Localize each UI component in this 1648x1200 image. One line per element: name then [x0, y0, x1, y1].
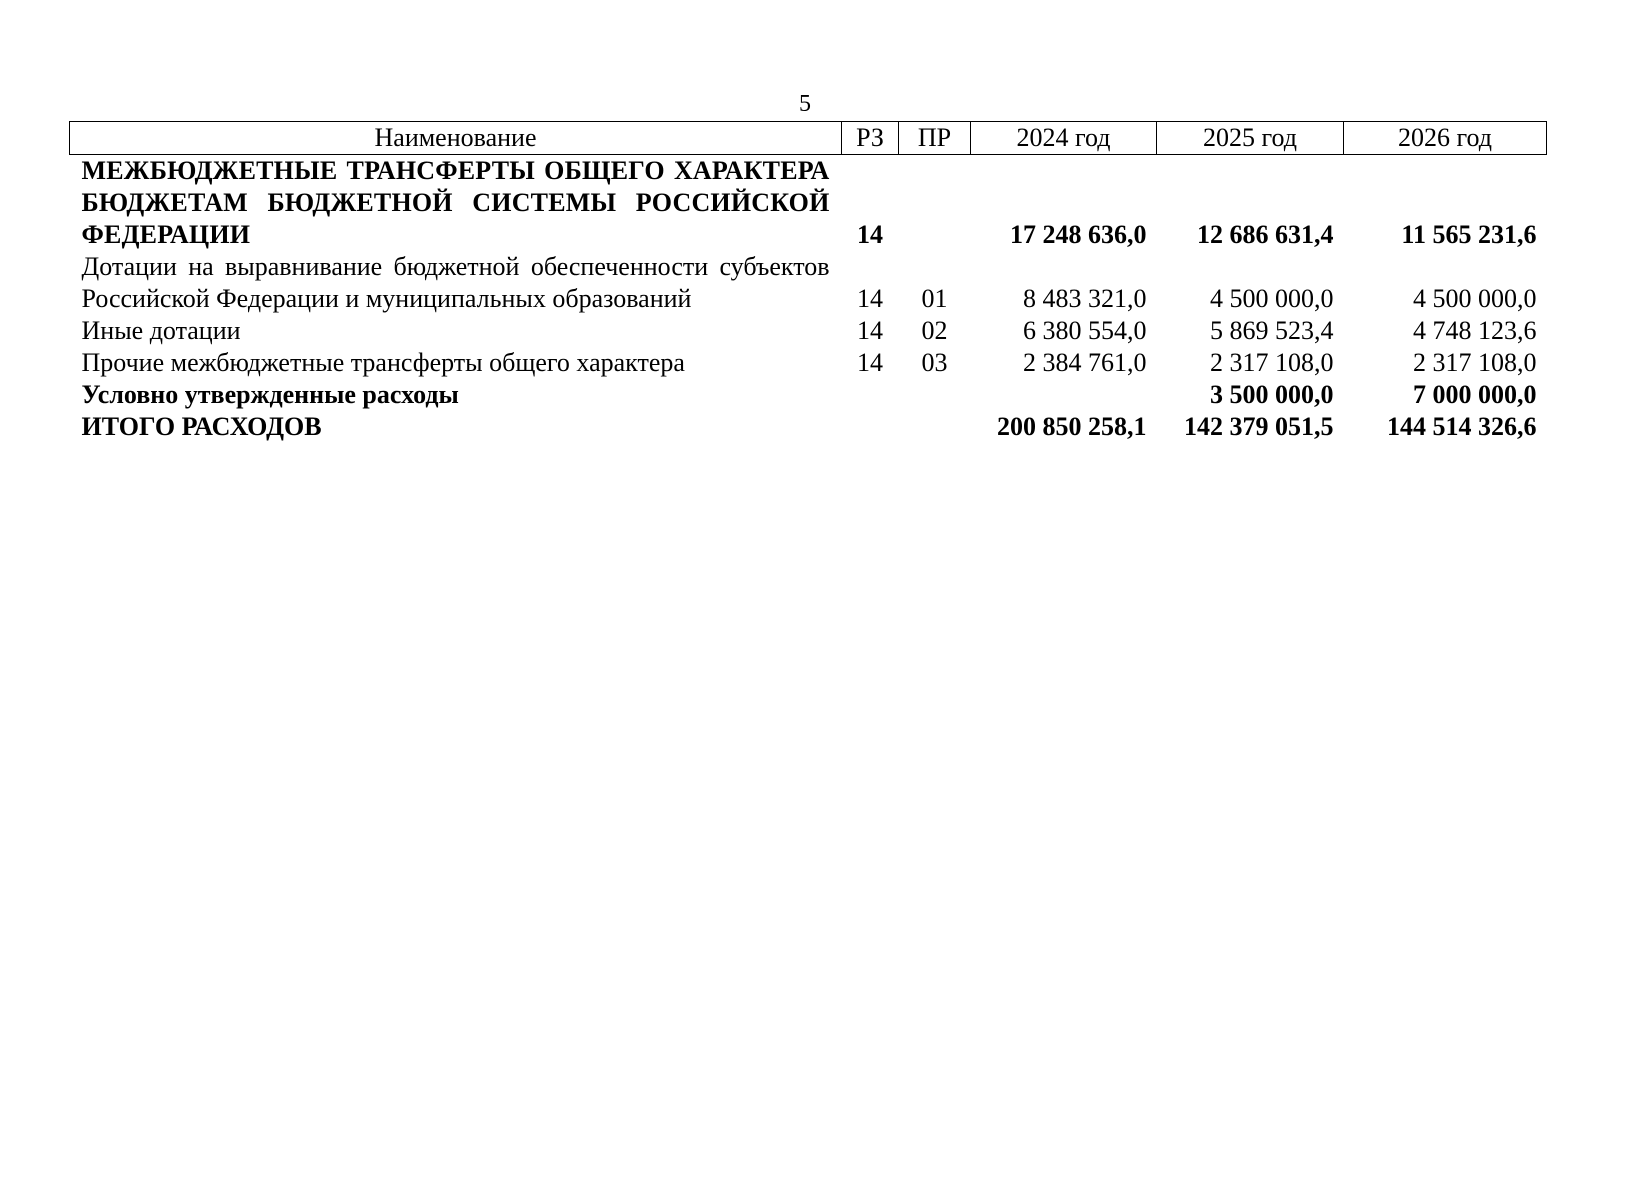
row-pr: 02: [921, 316, 948, 345]
table-row: [70, 315, 1547, 347]
row-2026: 4 500 000,0: [1413, 284, 1537, 313]
row-name: Дотации на выравнивание бюджетной обеспеченности субъектов Российской Федерации и муниципальных образований: [81, 252, 830, 313]
row-name: ИТОГО РАСХОДОВ: [81, 412, 322, 441]
row-2024: 17 248 636,0: [1010, 220, 1147, 249]
row-2026: 7 000 000,0: [1413, 380, 1537, 409]
row-2024: 2 384 761,0: [1023, 348, 1147, 377]
row-2025: 5 869 523,4: [1210, 316, 1334, 345]
table-row: [70, 251, 1547, 315]
page-number: 5: [799, 91, 811, 117]
row-pr: [899, 379, 971, 411]
row-pr: 01: [921, 284, 948, 313]
header-pr: ПР: [899, 122, 971, 155]
row-rz: 14: [857, 348, 883, 377]
row-name: Прочие межбюджетные трансферты общего характера: [81, 348, 685, 377]
header-name: Наименование: [70, 122, 842, 155]
row-2025: 142 379 051,5: [1184, 412, 1334, 441]
row-pr: [899, 155, 971, 252]
row-2026: 11 565 231,6: [1401, 220, 1537, 249]
header-2026: 2026 год: [1344, 122, 1547, 155]
table-header-row: [70, 122, 1547, 155]
row-rz: 14: [857, 220, 883, 249]
row-2025: 12 686 631,4: [1197, 220, 1334, 249]
row-rz: [842, 379, 899, 411]
row-name: Условно утвержденные расходы: [81, 380, 459, 409]
row-2024: 8 483 321,0: [1023, 284, 1147, 313]
row-rz: 14: [857, 316, 883, 345]
row-2026: 144 514 326,6: [1387, 412, 1537, 441]
row-rz: 14: [857, 284, 883, 313]
row-2024: 6 380 554,0: [1023, 316, 1147, 345]
row-pr: 03: [921, 348, 948, 377]
header-rz: РЗ: [842, 122, 899, 155]
row-rz: [842, 411, 899, 443]
row-2025: 2 317 108,0: [1210, 348, 1334, 377]
row-pr: [899, 411, 971, 443]
row-2025: 4 500 000,0: [1210, 284, 1334, 313]
row-2026: 2 317 108,0: [1413, 348, 1537, 377]
table-row: [70, 347, 1547, 379]
row-name: Иные дотации: [81, 316, 241, 345]
table-row: [70, 155, 1547, 252]
row-2025: 3 500 000,0: [1210, 380, 1334, 409]
table-row: [70, 379, 1547, 411]
total-row: [70, 411, 1547, 443]
header-2025: 2025 год: [1157, 122, 1344, 155]
row-2024: [971, 379, 1157, 411]
header-2024: 2024 год: [971, 122, 1157, 155]
row-2026: 4 748 123,6: [1413, 316, 1537, 345]
budget-table: [69, 121, 1547, 443]
row-name: МЕЖБЮДЖЕТНЫЕ ТРАНСФЕРТЫ ОБЩЕГО ХАРАКТЕРА БЮДЖЕТАМ БЮДЖЕТНОЙ СИСТЕМЫ РОССИЙСКОЙ ФЕДЕРАЦИИ: [81, 156, 830, 249]
row-2024: 200 850 258,1: [997, 412, 1147, 441]
